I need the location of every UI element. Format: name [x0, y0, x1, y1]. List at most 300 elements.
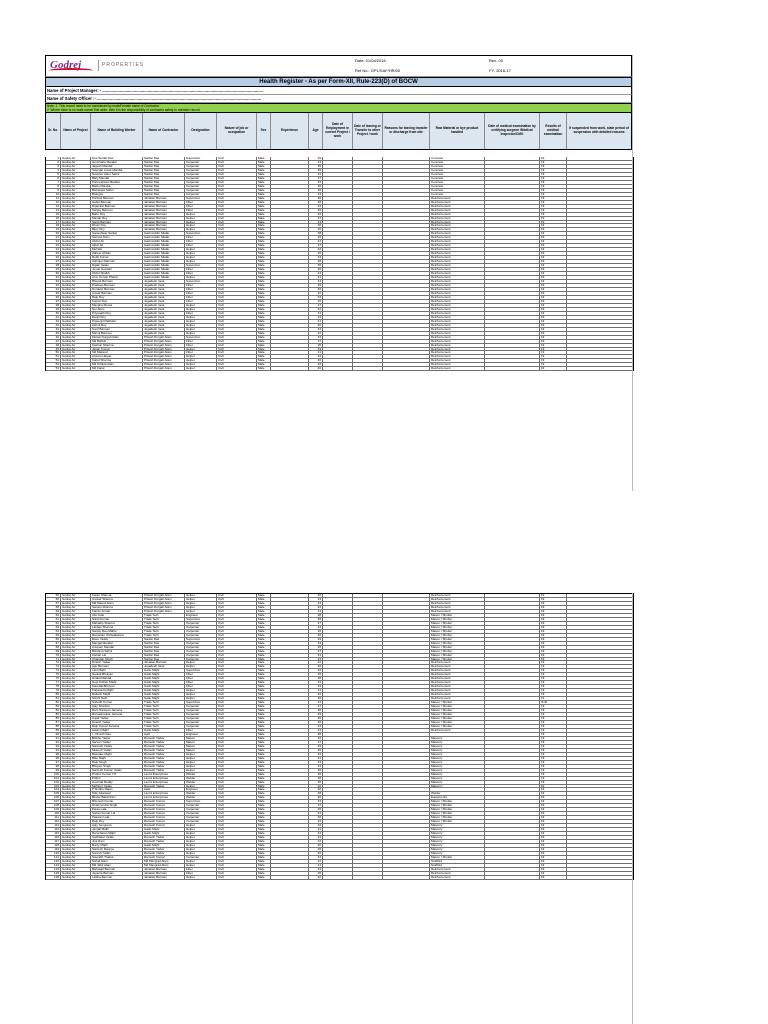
- cell-worker: Bablu Mandal: [91, 185, 143, 188]
- cell-experience: [271, 193, 309, 196]
- cell-medical-date: [485, 864, 540, 867]
- cell-sr-no: 26: [46, 256, 61, 259]
- cell-raw-material: Mason / Shutter: [430, 646, 485, 649]
- cell-nature: Civil: [217, 876, 257, 879]
- cell-designation: Fitter: [185, 240, 217, 243]
- cell-medical-result: Fit: [540, 832, 567, 835]
- cell-nature: Civil: [217, 864, 257, 867]
- cell-medical-result: Fit: [540, 677, 567, 680]
- cell-worker: Bhupal Barman: [91, 280, 143, 283]
- cell-medical-result: Fit: [540, 860, 567, 863]
- cell-contractor: Gattu Majhi: [143, 677, 185, 680]
- cell-project: Godrej Air: [61, 788, 91, 791]
- cell-contractor: Sardar Das: [143, 157, 185, 160]
- cell-medical-date: [485, 721, 540, 724]
- cell-raw-material: Reinforcement: [430, 669, 485, 672]
- cell-reasons: [383, 185, 430, 188]
- cell-experience: [271, 304, 309, 307]
- cell-date-leaving: [353, 328, 383, 331]
- cell-medical-date: [485, 844, 540, 847]
- cell-sex: Male: [257, 673, 271, 676]
- cell-nature: Civil: [217, 248, 257, 251]
- cell-medical-result: Fit: [540, 189, 567, 192]
- cell-contractor: Gattu Majhi: [143, 693, 185, 696]
- cell-suspension: [567, 292, 631, 295]
- cell-medical-result: Fit: [540, 296, 567, 299]
- cell-sex: Male: [257, 761, 271, 764]
- cell-sr-no: 45: [46, 332, 61, 335]
- col-raw-material: Raw Material or bye product handled: [430, 113, 485, 149]
- cell-nature: Civil: [217, 363, 257, 366]
- cell-reasons: [383, 193, 430, 196]
- cell-reasons: [383, 665, 430, 668]
- cell-worker: Md Faruk: [91, 367, 143, 370]
- cell-designation: Helper: [185, 693, 217, 696]
- cell-date-employment: [323, 165, 353, 168]
- cell-worker: Ganeshwar Sarkar: [91, 232, 143, 235]
- cell-reasons: [383, 618, 430, 621]
- cell-date-employment: [323, 320, 353, 323]
- cell-raw-material: Reinforcement: [430, 367, 485, 370]
- cell-sex: Male: [257, 820, 271, 823]
- cell-medical-result: Fit: [540, 669, 567, 672]
- cell-worker: Bittu Majhi: [91, 757, 143, 760]
- cell-contractor: Ramesh Kumar: [143, 856, 185, 859]
- cell-worker: Motasi Durgah Alam: [91, 336, 143, 339]
- cell-contractor: Md Mangrad Alam: [143, 860, 185, 863]
- cell-contractor: Pritesh Durgah Alam: [143, 610, 185, 613]
- cell-contractor: Trade Tech: [143, 709, 185, 712]
- cell-sr-no: 97: [46, 761, 61, 764]
- cell-nature: Civil: [217, 693, 257, 696]
- cell-designation: Helper: [185, 848, 217, 851]
- cell-nature: Civil: [217, 292, 257, 295]
- cell-nature: Civil: [217, 221, 257, 224]
- cell-sex: Male: [257, 213, 271, 216]
- cell-age: 27: [309, 705, 323, 708]
- cell-medical-result: Fit: [540, 367, 567, 370]
- cell-medical-date: [485, 602, 540, 605]
- cell-date-employment: [323, 753, 353, 756]
- cell-worker: Sanatu Sharma: [91, 606, 143, 609]
- cell-nature: Civil: [217, 765, 257, 768]
- cell-project: Godrej Air: [61, 209, 91, 212]
- cell-sex: Male: [257, 840, 271, 843]
- cell-raw-material: Mason / Shutter: [430, 709, 485, 712]
- cell-date-leaving: [353, 602, 383, 605]
- cell-experience: [271, 213, 309, 216]
- cell-age: 36: [309, 197, 323, 200]
- cell-suspension: [567, 860, 631, 863]
- cell-date-leaving: [353, 749, 383, 752]
- cell-sr-no: 9: [46, 189, 61, 192]
- cell-sex: Male: [257, 248, 271, 251]
- cell-sex: Male: [257, 856, 271, 859]
- cell-contractor: Pritesh Durgah Alam: [143, 602, 185, 605]
- cell-medical-result: Fit: [540, 868, 567, 871]
- cell-sr-no: 48: [46, 344, 61, 347]
- cell-experience: [271, 872, 309, 875]
- cell-medical-result: Unfit: [540, 701, 567, 704]
- cell-project: Godrej Air: [61, 189, 91, 192]
- cell-reasons: [383, 626, 430, 629]
- cell-raw-material: Reinforcement: [430, 316, 485, 319]
- cell-project: Godrej Air: [61, 868, 91, 871]
- cell-date-leaving: [353, 796, 383, 799]
- cell-sr-no: 122: [46, 860, 61, 863]
- cell-sr-no: 51: [46, 355, 61, 358]
- cell-project: Godrej Air: [61, 677, 91, 680]
- cell-contractor: Sardar Das: [143, 189, 185, 192]
- cell-raw-material: Reinforcement: [430, 359, 485, 362]
- cell-project: Godrej Air: [61, 344, 91, 347]
- cell-experience: [271, 173, 309, 176]
- cell-medical-result: Fit: [540, 244, 567, 247]
- cell-worker: Faizan Ansari: [91, 610, 143, 613]
- cell-raw-material: Reinforcement: [430, 201, 485, 204]
- cell-experience: [271, 320, 309, 323]
- cell-worker: Jagesh Mandal: [91, 165, 143, 168]
- cell-contractor: Laxmi Enterprises: [143, 773, 185, 776]
- cell-contractor: Sardar Das: [143, 181, 185, 184]
- cell-project: Godrej Air: [61, 598, 91, 601]
- cell-date-leaving: [353, 308, 383, 311]
- cell-nature: Civil: [217, 673, 257, 676]
- cell-sex: Male: [257, 792, 271, 795]
- cell-date-leaving: [353, 161, 383, 164]
- cell-experience: [271, 705, 309, 708]
- cell-medical-date: [485, 292, 540, 295]
- cell-date-leaving: [353, 618, 383, 621]
- cell-medical-result: Fit: [540, 824, 567, 827]
- cell-experience: [271, 693, 309, 696]
- cell-medical-date: [485, 824, 540, 827]
- cell-worker: Jangal Majhi: [91, 828, 143, 831]
- cell-sex: Male: [257, 741, 271, 744]
- cell-reasons: [383, 348, 430, 351]
- cell-suspension: [567, 363, 631, 366]
- cell-worker: Ajbar Ali: [91, 244, 143, 247]
- cell-reasons: [383, 792, 430, 795]
- cell-nature: Civil: [217, 856, 257, 859]
- cell-sr-no: 46: [46, 336, 61, 339]
- cell-contractor: Gattu Majhi: [143, 828, 185, 831]
- cell-date-employment: [323, 221, 353, 224]
- cell-contractor: Gazimuddin Sikdar: [143, 244, 185, 247]
- cell-sr-no: 71: [46, 658, 61, 661]
- cell-medical-date: [485, 213, 540, 216]
- cell-raw-material: Reinforcement: [430, 228, 485, 231]
- cell-sr-no: 21: [46, 236, 61, 239]
- cell-designation: Helper: [185, 252, 217, 255]
- cell-contractor: Ramesh Yadav: [143, 785, 185, 788]
- cell-contractor: Trade Tech: [143, 618, 185, 621]
- cell-contractor: Gattu Majhi: [143, 844, 185, 847]
- cell-date-leaving: [353, 610, 383, 613]
- cell-age: 27: [309, 804, 323, 807]
- cell-sex: Male: [257, 244, 271, 247]
- cell-date-leaving: [353, 773, 383, 776]
- cell-experience: [271, 781, 309, 784]
- cell-medical-result: Fit: [540, 733, 567, 736]
- cell-suspension: [567, 224, 631, 227]
- cell-designation: Carpenter: [185, 713, 217, 716]
- cell-age: 30: [309, 788, 323, 791]
- cell-medical-date: [485, 189, 540, 192]
- cell-experience: [271, 189, 309, 192]
- cell-sex: Male: [257, 737, 271, 740]
- cell-project: Godrej Air: [61, 642, 91, 645]
- cell-suspension: [567, 217, 631, 220]
- cell-nature: Civil: [217, 820, 257, 823]
- cell-raw-material: Reinforcement: [430, 324, 485, 327]
- cell-date-employment: [323, 824, 353, 827]
- cell-date-employment: [323, 832, 353, 835]
- cell-experience: [271, 852, 309, 855]
- cell-designation: Supervisor: [185, 264, 217, 267]
- cell-date-leaving: [353, 872, 383, 875]
- register-header: [45, 55, 632, 150]
- cell-worker: Ravu Yadav: [91, 638, 143, 641]
- cell-medical-result: Fit: [540, 622, 567, 625]
- cell-suspension: [567, 165, 631, 168]
- cell-reasons: [383, 157, 430, 160]
- cell-experience: [271, 622, 309, 625]
- cell-contractor: Ramesh Kumar: [143, 812, 185, 815]
- cell-date-leaving: [353, 713, 383, 716]
- cell-date-employment: [323, 646, 353, 649]
- cell-date-leaving: [353, 808, 383, 811]
- cell-experience: [271, 296, 309, 299]
- cell-medical-result: Fit: [540, 697, 567, 700]
- cell-medical-date: [485, 157, 540, 160]
- cell-suspension: [567, 646, 631, 649]
- cell-contractor: Jogadesh Jana: [143, 324, 185, 327]
- cell-experience: [271, 745, 309, 748]
- cell-suspension: [567, 324, 631, 327]
- cell-worker: Saurabh Thakur: [91, 856, 143, 859]
- cell-medical-date: [485, 328, 540, 331]
- cell-sex: Male: [257, 618, 271, 621]
- cell-age: 33: [309, 336, 323, 339]
- cell-date-leaving: [353, 292, 383, 295]
- cell-medical-result: Fit: [540, 606, 567, 609]
- cell-sex: Male: [257, 785, 271, 788]
- cell-sex: Male: [257, 332, 271, 335]
- cell-reasons: [383, 761, 430, 764]
- cell-medical-date: [485, 221, 540, 224]
- cell-sex: Male: [257, 221, 271, 224]
- cell-sr-no: 118: [46, 844, 61, 847]
- cell-designation: Fitter: [185, 344, 217, 347]
- cell-sex: Male: [257, 781, 271, 784]
- cell-date-leaving: [353, 658, 383, 661]
- cell-medical-result: Fit: [540, 363, 567, 366]
- cell-medical-result: Fit: [540, 642, 567, 645]
- cell-date-leaving: [353, 677, 383, 680]
- cell-contractor: Jainatan Barman: [143, 872, 185, 875]
- cell-date-employment: [323, 876, 353, 879]
- cell-worker: Pradeep Barman: [91, 284, 143, 287]
- cell-nature: Civil: [217, 681, 257, 684]
- cell-medical-result: Fit: [540, 336, 567, 339]
- cell-reasons: [383, 161, 430, 164]
- cell-designation: Welder: [185, 781, 217, 784]
- cell-reasons: [383, 367, 430, 370]
- cell-date-employment: [323, 852, 353, 855]
- cell-date-employment: [323, 693, 353, 696]
- cell-contractor: Gattu Majhi: [143, 729, 185, 732]
- cell-project: Godrej Air: [61, 594, 91, 597]
- cell-date-employment: [323, 201, 353, 204]
- cell-designation: Carpenter: [185, 169, 217, 172]
- cell-date-employment: [323, 820, 353, 823]
- cell-medical-date: [485, 852, 540, 855]
- cell-contractor: Pritesh Durgah Alam: [143, 340, 185, 343]
- cell-age: 21: [309, 351, 323, 354]
- cell-reasons: [383, 650, 430, 653]
- cell-date-employment: [323, 642, 353, 645]
- cell-nature: Civil: [217, 328, 257, 331]
- cell-sr-no: 41: [46, 316, 61, 319]
- cell-age: 32: [309, 292, 323, 295]
- cell-suspension: [567, 161, 631, 164]
- cell-medical-result: Fit: [540, 221, 567, 224]
- cell-medical-result: Fit: [540, 165, 567, 168]
- cell-sr-no: 99: [46, 769, 61, 772]
- cell-worker: Mukesh Yadav: [91, 749, 143, 752]
- cell-reasons: [383, 658, 430, 661]
- cell-medical-date: [485, 725, 540, 728]
- cell-experience: [271, 606, 309, 609]
- cell-medical-result: Fit: [540, 781, 567, 784]
- cell-reasons: [383, 785, 430, 788]
- cell-designation: Carpenter: [185, 856, 217, 859]
- col-date-employment: Date of Employment in current Project / work: [323, 113, 353, 149]
- cell-medical-result: Fit: [540, 796, 567, 799]
- cell-reasons: [383, 864, 430, 867]
- cell-contractor: Gazimuddin Sikdar: [143, 256, 185, 259]
- cell-raw-material: Mason / Shutter: [430, 654, 485, 657]
- cell-suspension: [567, 654, 631, 657]
- cell-sr-no: 123: [46, 864, 61, 867]
- cell-nature: Civil: [217, 630, 257, 633]
- cell-suspension: [567, 260, 631, 263]
- cell-experience: [271, 268, 309, 271]
- cell-medical-date: [485, 642, 540, 645]
- cell-suspension: [567, 792, 631, 795]
- cell-suspension: [567, 268, 631, 271]
- cell-worker: Dipankar Barman: [91, 205, 143, 208]
- cell-suspension: [567, 181, 631, 184]
- cell-date-employment: [323, 788, 353, 791]
- cell-date-leaving: [353, 336, 383, 339]
- cell-reasons: [383, 260, 430, 263]
- cell-sr-no: 74: [46, 669, 61, 672]
- cell-sex: Male: [257, 836, 271, 839]
- safety-officer-line: Name of Safety Officer :- .............................................................................................................................................: [45, 95, 632, 103]
- cell-sr-no: 23: [46, 244, 61, 247]
- cell-medical-date: [485, 800, 540, 803]
- cell-date-leaving: [353, 665, 383, 668]
- cell-date-employment: [323, 328, 353, 331]
- cell-raw-material: Reinforcement: [430, 280, 485, 283]
- cell-date-leaving: [353, 272, 383, 275]
- cell-age: 27: [309, 217, 323, 220]
- cell-sr-no: 107: [46, 800, 61, 803]
- cell-suspension: [567, 697, 631, 700]
- cell-nature: Civil: [217, 717, 257, 720]
- cell-contractor: Pritesh Durgah Alam: [143, 348, 185, 351]
- cell-contractor: Gattu Majhi: [143, 673, 185, 676]
- cell-suspension: [567, 189, 631, 192]
- cell-experience: [271, 677, 309, 680]
- cell-medical-result: Fit: [540, 205, 567, 208]
- cell-reasons: [383, 741, 430, 744]
- cell-medical-date: [485, 661, 540, 664]
- cell-designation: Carpenter: [185, 725, 217, 728]
- cell-nature: Civil: [217, 642, 257, 645]
- cell-medical-date: [485, 729, 540, 732]
- page-2-right-edge: [632, 593, 633, 1024]
- cell-designation: Fitter: [185, 868, 217, 871]
- cell-suspension: [567, 173, 631, 176]
- cell-project: Godrej Air: [61, 741, 91, 744]
- cell-age: 21: [309, 276, 323, 279]
- cell-nature: Civil: [217, 796, 257, 799]
- cell-medical-result: Fit: [540, 808, 567, 811]
- cell-sr-no: 102: [46, 781, 61, 784]
- cell-project: Godrej Air: [61, 614, 91, 617]
- cell-nature: Civil: [217, 165, 257, 168]
- cell-designation: Carpenter: [185, 721, 217, 724]
- cell-medical-date: [485, 717, 540, 720]
- cell-age: 28: [309, 777, 323, 780]
- cell-age: 23: [309, 868, 323, 871]
- cell-designation: Helper: [185, 753, 217, 756]
- cell-nature: Civil: [217, 733, 257, 736]
- cell-designation: Carpenter: [185, 626, 217, 629]
- cell-designation: Supervisor: [185, 669, 217, 672]
- cell-sr-no: 58: [46, 606, 61, 609]
- cell-medical-result: Fit: [540, 745, 567, 748]
- cell-designation: Carpenter: [185, 812, 217, 815]
- cell-reasons: [383, 606, 430, 609]
- cell-reasons: [383, 292, 430, 295]
- cell-medical-date: [485, 312, 540, 315]
- cell-sr-no: 56: [46, 598, 61, 601]
- cell-date-leaving: [353, 709, 383, 712]
- cell-designation: Helper: [185, 610, 217, 613]
- cell-medical-date: [485, 324, 540, 327]
- cell-designation: Carpenter: [185, 185, 217, 188]
- cell-experience: [271, 808, 309, 811]
- cell-age: 26: [309, 665, 323, 668]
- cell-reasons: [383, 844, 430, 847]
- cell-nature: Civil: [217, 256, 257, 259]
- cell-worker: Kashun Sharma: [91, 344, 143, 347]
- cell-suspension: [567, 733, 631, 736]
- cell-medical-date: [485, 626, 540, 629]
- cell-raw-material: Reinforcement: [430, 264, 485, 267]
- cell-suspension: [567, 721, 631, 724]
- cell-contractor: Trade Tech: [143, 626, 185, 629]
- cell-age: 27: [309, 304, 323, 307]
- cell-date-employment: [323, 630, 353, 633]
- cell-sr-no: 40: [46, 312, 61, 315]
- cell-nature: Civil: [217, 351, 257, 354]
- cell-sr-no: 84: [46, 709, 61, 712]
